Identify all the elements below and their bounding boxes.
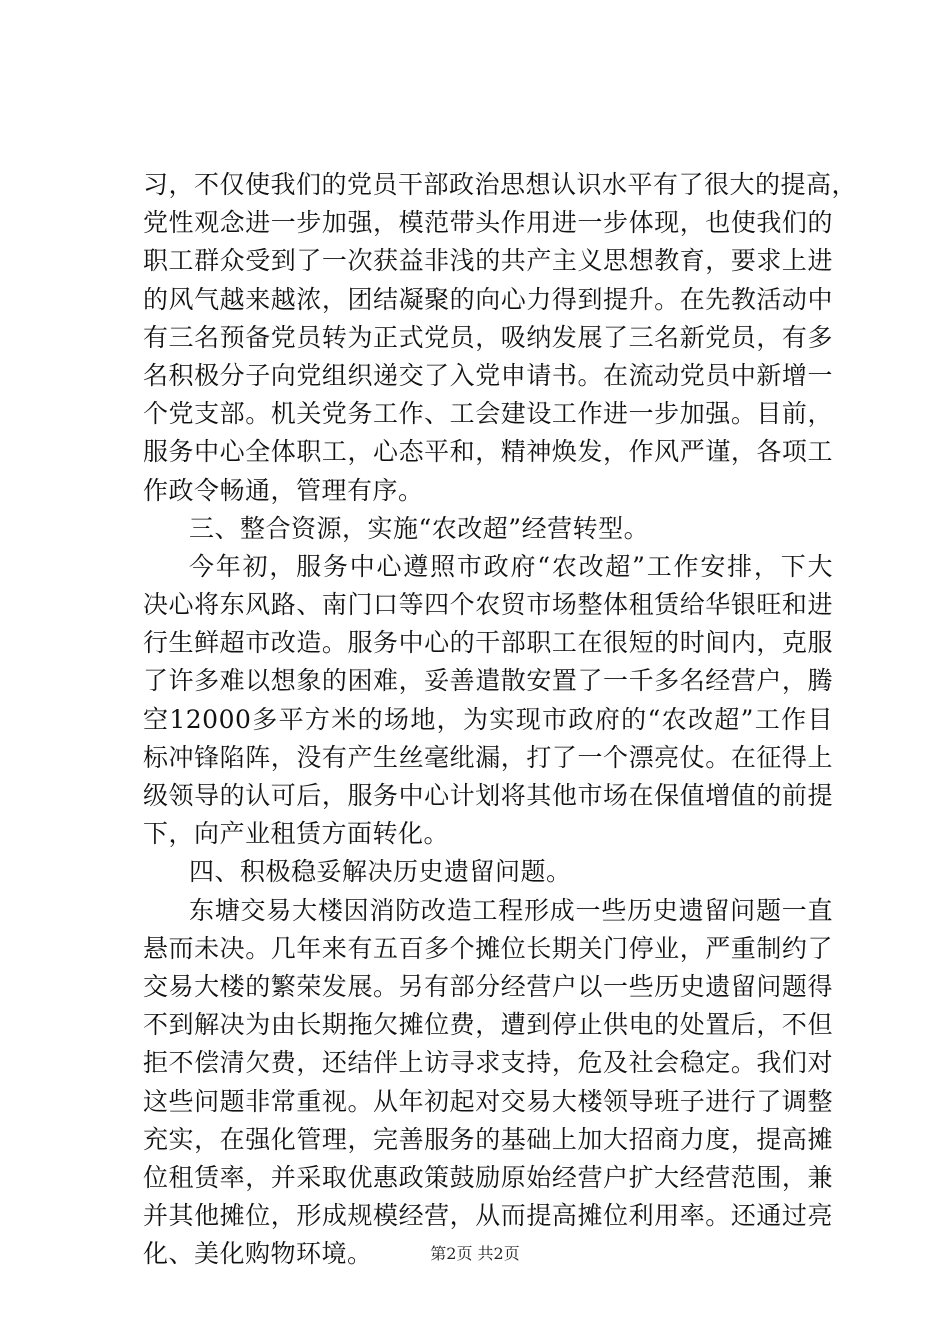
text-line: 习，不仅使我们的党员干部政治思想认识水平有了很大的提高， [143, 170, 858, 199]
text-line: 级领导的认可后，服务中心计划将其他市场在保值增值的前提 [143, 781, 833, 810]
text-line: 空12000多平方米的场地，为实现市政府的“农改超”工作目 [143, 704, 833, 734]
text-line: 并其他摊位，形成规模经营，从而提高摊位利用率。还通过亮 [143, 1201, 833, 1231]
text-line: 化、美化购物环境。 [143, 1239, 373, 1269]
text-line: 今年初，服务中心遵照市政府“农改超”工作安排，下大 [189, 551, 833, 581]
text-line: 充实，在强化管理，完善服务的基础上加大招商力度，提高摊 [143, 1124, 833, 1154]
text-line: 有三名预备党员转为正式党员，吸纳发展了三名新党员，有多 [143, 322, 833, 352]
page-footer: 第2页 共2页 [430, 1244, 520, 1263]
text-line: 位租赁率，并采取优惠政策鼓励原始经营户扩大经营范围，兼 [143, 1162, 833, 1192]
text-line: 名积极分子向党组织递交了入党申请书。在流动党员中新增一 [143, 360, 833, 390]
text-line: 标冲锋陷阵，没有产生丝毫纰漏，打了一个漂亮仗。在征得上 [143, 742, 833, 772]
text-line: 行生鲜超市改造。服务中心的干部职工在很短的时间内，克服 [143, 628, 833, 658]
text-line: 的风气越来越浓，团结凝聚的向心力得到提升。在先教活动中 [143, 284, 833, 314]
text-line: 了许多难以想象的困难，妥善遣散安置了一千多名经营户，腾 [143, 666, 833, 696]
text-line: 个党支部。机关党务工作、工会建设工作进一步加强。目前， [143, 399, 833, 429]
section-heading: 四、积极稳妥解决历史遗留问题。 [189, 857, 572, 887]
text-line: 东塘交易大楼因消防改造工程形成一些历史遗留问题一直 [189, 895, 833, 925]
text-line: 决心将东风路、南门口等四个农贸市场整体租赁给华银旺和进 [143, 590, 833, 620]
text-line: 下，向产业租赁方面转化。 [143, 819, 450, 849]
text-line: 这些问题非常重视。从年初起对交易大楼领导班子进行了调整 [143, 1086, 833, 1116]
text-line: 党性观念进一步加强，模范带头作用进一步体现，也使我们的 [143, 208, 833, 238]
text-line: 悬而未决。几年来有五百多个摊位长期关门停业，严重制约了 [143, 933, 833, 963]
text-line: 拒不偿清欠费，还结伴上访寻求支持，危及社会稳定。我们对 [143, 1048, 833, 1078]
text-line: 职工群众受到了一次获益非浅的共产主义思想教育，要求上进 [143, 246, 833, 276]
section-heading: 三、整合资源，实施“农改超”经营转型。 [189, 513, 650, 543]
text-line: 不到解决为由长期拖欠摊位费，遭到停止供电的处置后，不但 [143, 1010, 833, 1040]
text-line: 服务中心全体职工，心态平和，精神焕发，作风严谨，各项工 [143, 437, 833, 467]
text-line: 交易大楼的繁荣发展。另有部分经营户以一些历史遗留问题得 [143, 971, 833, 1001]
body-text [143, 166, 858, 1273]
text-line: 作政令畅通，管理有序。 [143, 475, 424, 505]
